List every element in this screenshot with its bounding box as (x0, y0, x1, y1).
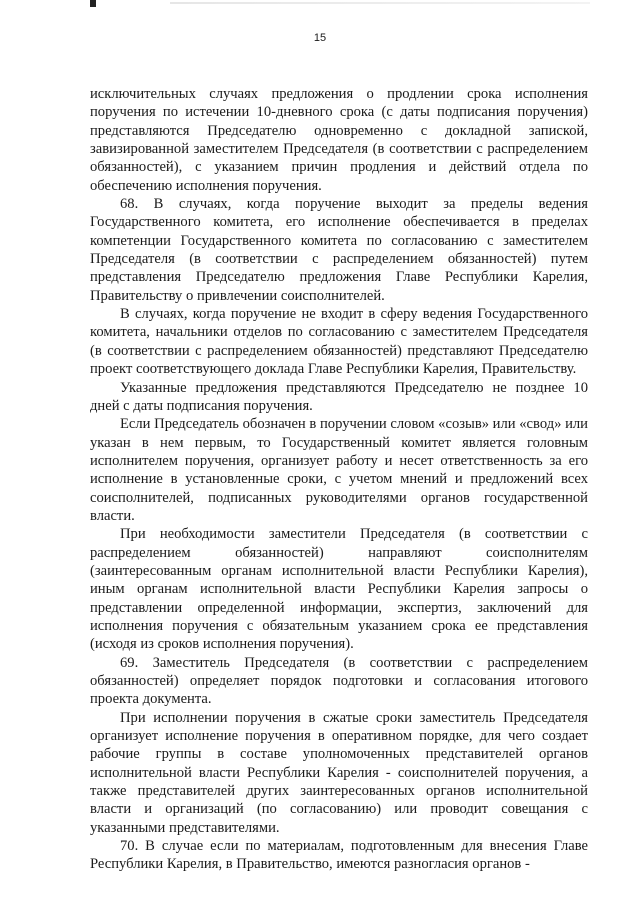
scan-edge-mark (90, 0, 96, 7)
paragraph: Если Председатель обозначен в поручении словом «созыв» или «свод» или указан в нем первым, то Государственный комитет является головным исполнителем поручения, организует работу и несет ответственность за его исполнение в установленные сроки, с учетом мнений и предложений всех соисполнителей, подписанных руководителями органов государственной власти. (90, 416, 588, 524)
paragraph: При необходимости заместители Председателя (в соответствии с распределением обязанностей) направляют соисполнителям (заинтересованным органам исполнительной власти Республики Карелия), иным органам исполнительной власти Республики Карелия запросы о представлении определенной информации, экспертиз, заключений для исполнения поручения с обязательным указанием срока ее представления (исходя из сроков исполнения поручения). (90, 526, 588, 653)
paragraph-69: 69. Заместитель Председателя (в соответствии с распределением обязанностей) определяет порядок подготовки и согласования итогового проекта документа. (90, 654, 588, 708)
scan-edge-shadow (170, 2, 590, 4)
paragraph: В случаях, когда поручение не входит в сферу ведения Государственного комитета, начальники отделов по согласованию с заместителем Председателя (в соответствии с распределением обязанностей) представляют Председателю проект соответствующего доклада Главе Республики Карелия, Правительству. (90, 306, 588, 378)
paragraph: исключительных случаях предложения о продлении срока исполнения поручения по истечении 10-дневного срока (с даты подписания поручения) представляются Председателю одновременно с докладной запиской, завизированной заместителем Председателя (в соответствии с распределением обязанностей), с указанием причин продления и действий отдела по обеспечению исполнения поручения. (90, 86, 588, 194)
page-number: 15 (313, 32, 327, 44)
paragraph-70: 70. В случае если по материалам, подготовленным для внесения Главе Республики Карелия, в Правительство, имеются разногласия органов - (90, 838, 588, 873)
paragraph: При исполнении поручения в сжатые сроки заместитель Председателя организует исполнение поручения в оперативном порядке, для чего создает рабочие группы в составе уполномоченных представителей органов исполнительной власти Республики Карелия - соисполнителей поручения, а также представителей других заинтересованных органов исполнительной власти и организаций (по согласованию) или проводит совещания с указанными представителями. (90, 709, 588, 836)
paragraph: Указанные предложения представляются Председателю не позднее 10 дней с даты подписания поручения. (90, 379, 588, 414)
document-body (90, 85, 588, 874)
paragraph-68: 68. В случаях, когда поручение выходит за пределы ведения Государственного комитета, его исполнение обеспечивается в пределах компетенции Государственного комитета по согласованию с заместителем Председателя (в соответствии с распределением обязанностей) путем представления Председателю предложения Главе Республики Карелия, Правительству о привлечении соисполнителей. (90, 196, 588, 304)
